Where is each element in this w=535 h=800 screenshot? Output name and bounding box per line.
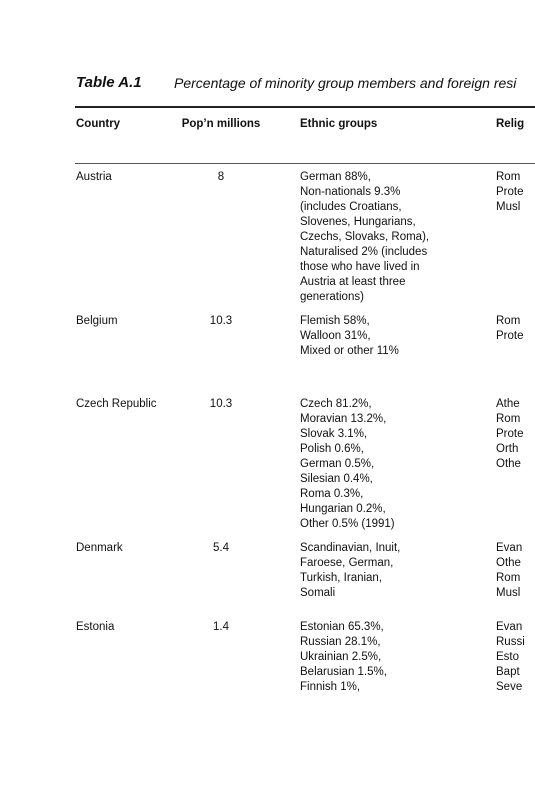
ethnic-group-line: German 0.5%, <box>300 458 375 470</box>
cell-population: 8 <box>217 171 225 183</box>
religion-line: Bapt <box>496 666 520 678</box>
ethnic-group-line: Scandinavian, Inuit, <box>300 542 401 554</box>
religion-line: Othe <box>496 458 521 470</box>
table-label: Table A.1 <box>76 74 142 91</box>
religion-line: Evan <box>496 621 523 633</box>
religion-line: Rom <box>496 413 521 425</box>
cell-religion <box>496 620 525 695</box>
ethnic-group-line: Mixed or other 11% <box>300 345 399 357</box>
ethnic-group-line: Roma 0.3%, <box>300 488 364 500</box>
ethnic-group-line: those who have lived in <box>300 261 420 273</box>
cell-religion <box>496 541 522 601</box>
ethnic-group-line: Naturalised 2% (includes <box>300 246 428 258</box>
ethnic-group-line: (includes Croatians, <box>300 201 402 213</box>
cell-ethnic-groups <box>300 397 395 532</box>
ethnic-group-line: Finnish 1%, <box>300 681 361 693</box>
ethnic-group-line: German 88%, <box>300 171 371 183</box>
religion-line: Esto <box>496 651 520 663</box>
cell-country: Estonia <box>76 621 115 633</box>
ethnic-group-line: Flemish 58%, <box>300 315 370 327</box>
religion-line: Rom <box>496 171 521 183</box>
cell-religion <box>496 314 524 344</box>
cell-population: 10.3 <box>209 315 233 327</box>
cell-ethnic-groups <box>300 170 429 305</box>
religion-line: Musl <box>496 201 521 213</box>
religion-line: Evan <box>496 542 523 554</box>
cell-religion <box>496 397 524 472</box>
table-header-rule <box>75 163 535 164</box>
cell-country: Austria <box>76 171 112 183</box>
cell-population: 1.4 <box>213 621 229 633</box>
religion-line: Russi <box>496 636 525 648</box>
header-country: Country <box>76 118 121 130</box>
ethnic-group-line: Turkish, Iranian, <box>300 572 383 584</box>
ethnic-group-line: Czech 81.2%, <box>300 398 372 410</box>
religion-line: Prote <box>496 428 524 440</box>
ethnic-group-line: Russian 28.1%, <box>300 636 381 648</box>
ethnic-group-line: Hungarian 0.2%, <box>300 503 386 515</box>
ethnic-group-line: Slovenes, Hungarians, <box>300 216 416 228</box>
ethnic-group-line: Estonian 65.3%, <box>300 621 384 633</box>
header-population: Pop’n millions <box>181 118 261 130</box>
ethnic-group-line: Silesian 0.4%, <box>300 473 373 485</box>
ethnic-group-line: Walloon 31%, <box>300 330 371 342</box>
cell-ethnic-groups <box>300 541 400 601</box>
ethnic-group-line: Belarusian 1.5%, <box>300 666 387 678</box>
ethnic-group-line: Austria at least three <box>300 276 406 288</box>
ethnic-group-line: Moravian 13.2%, <box>300 413 387 425</box>
ethnic-group-line: Slovak 3.1%, <box>300 428 368 440</box>
table-top-rule <box>75 106 535 108</box>
header-ethnic-groups: Ethnic groups <box>300 118 378 130</box>
cell-population: 5.4 <box>213 542 229 554</box>
ethnic-group-line: Non-nationals 9.3% <box>300 186 401 198</box>
ethnic-group-line: generations) <box>300 291 364 303</box>
religion-line: Rom <box>496 572 521 584</box>
religion-line: Athe <box>496 398 520 410</box>
cell-ethnic-groups <box>300 314 399 359</box>
cell-country: Denmark <box>76 542 123 554</box>
ethnic-group-line: Faroese, German, <box>300 557 394 569</box>
table-caption <box>76 74 517 92</box>
cell-ethnic-groups <box>300 620 387 695</box>
religion-line: Rom <box>496 315 521 327</box>
ethnic-group-line: Ukrainian 2.5%, <box>300 651 382 663</box>
header-religion: Relig <box>496 118 525 130</box>
ethnic-group-line: Polish 0.6%, <box>300 443 364 455</box>
cell-religion <box>496 170 524 215</box>
religion-line: Othe <box>496 557 521 569</box>
cell-population: 10.3 <box>209 398 233 410</box>
religion-line: Prote <box>496 186 524 198</box>
cell-country: Belgium <box>76 315 118 327</box>
religion-line: Seve <box>496 681 523 693</box>
table-title: Percentage of minority group members and foreign resi <box>174 75 517 91</box>
religion-line: Orth <box>496 443 519 455</box>
ethnic-group-line: Other 0.5% (1991) <box>300 518 395 530</box>
religion-line: Prote <box>496 330 524 342</box>
ethnic-group-line: Somali <box>300 587 336 599</box>
ethnic-group-line: Czechs, Slovaks, Roma), <box>300 231 430 243</box>
religion-line: Musl <box>496 587 521 599</box>
cell-country: Czech Republic <box>76 398 157 410</box>
